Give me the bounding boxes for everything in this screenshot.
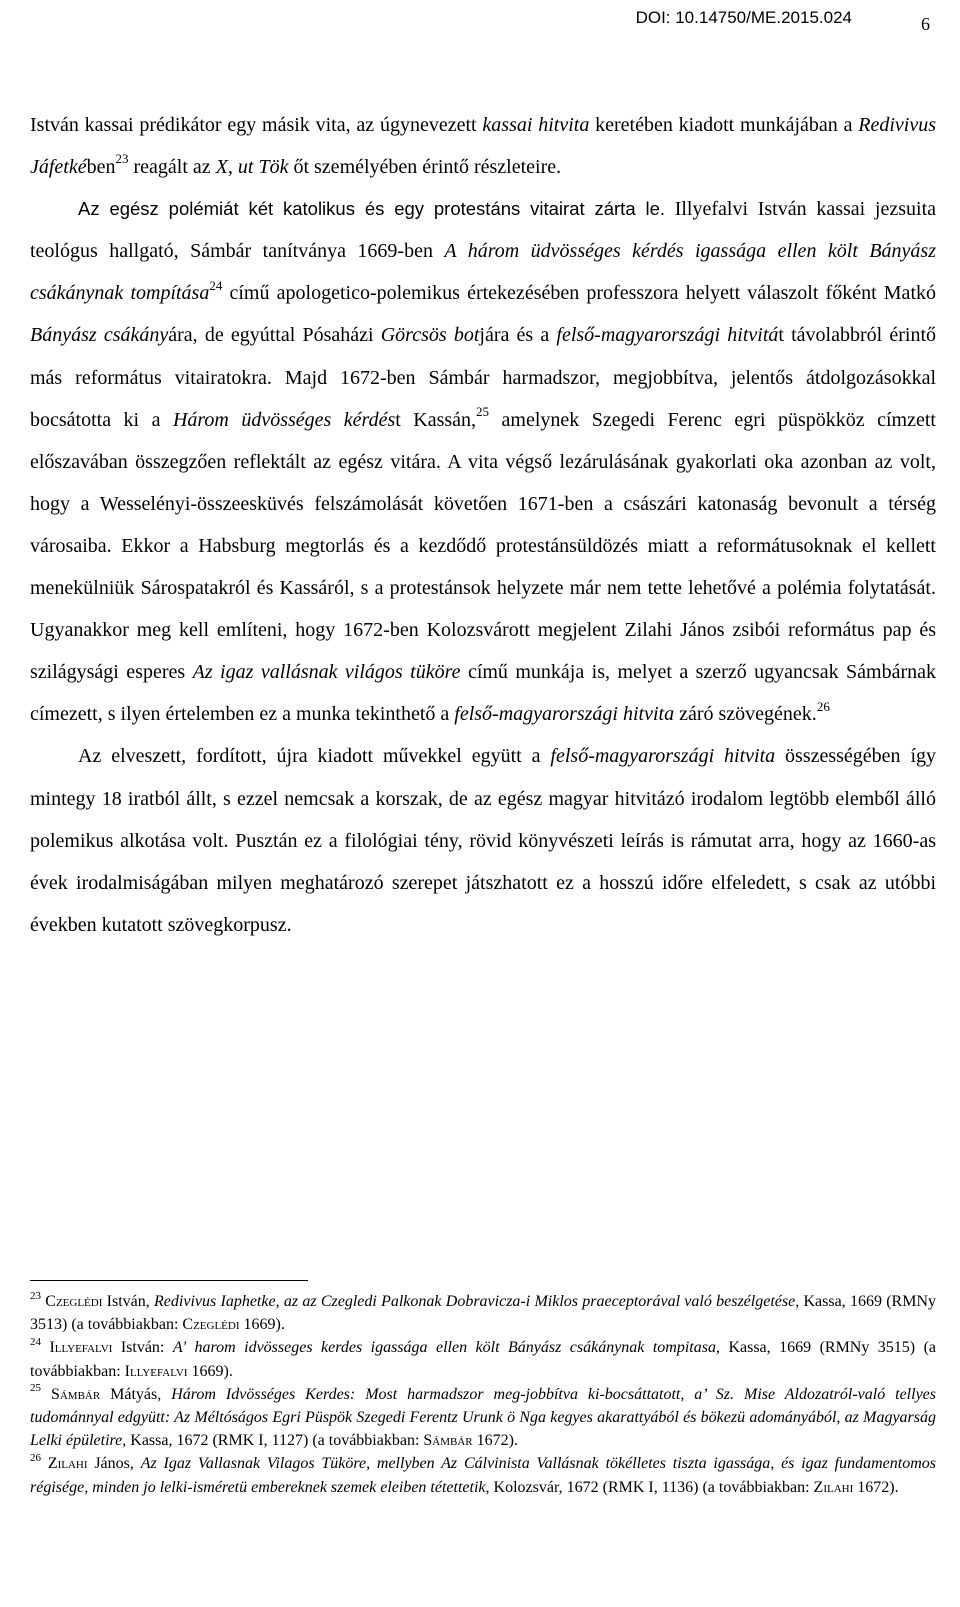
- sans-sentence: Az egész polémiát két katolikus és egy protestáns vitairat zárta le.: [78, 198, 665, 220]
- italic-title: Görcsös bot: [380, 324, 480, 347]
- text-run: , Kassa, 1669 (RMNy 3513) (a továbbiakban:: [30, 1293, 936, 1334]
- text-run: , Kolozsvár, 1672 (RMK I, 1136) (a továbbiakban:: [485, 1478, 814, 1496]
- footnote-title: Az Igaz Vallasnak Vilagos Tüköre, mellyben Az Cálvinista Vallásnak tökélletes tiszta igassága, és igaz fundamentomos régisége, minden jo lelki-isméretü embereknek szemek eleiben tétettetik: [30, 1455, 936, 1496]
- text-run: őt személyében érintő részleteire.: [288, 156, 562, 179]
- text-run: ára, de egyúttal Pósaházi: [168, 324, 381, 347]
- footnote-abbr: Illyefalvi: [124, 1362, 188, 1380]
- text-run: keretében kiadott munkájában a: [589, 114, 859, 136]
- footnote-ref[interactable]: 24: [209, 277, 223, 293]
- italic-title: X, ut Tök: [215, 156, 289, 179]
- footnote-24: [30, 1336, 936, 1382]
- italic-title: felső-magyarországi hitvita: [550, 745, 776, 768]
- text-run: záró szövegének.: [674, 703, 817, 726]
- page-number: 6: [921, 14, 930, 34]
- doi-label: DOI: 10.14750/ME.2015.024: [635, 8, 852, 27]
- footnote-title: Redivivus Iaphetke, az az Czegledi Palkonak Dobravicza-i Miklos praeceptorával való beszélgetése: [154, 1293, 796, 1310]
- text-run: 1672).: [472, 1432, 518, 1450]
- text-run: amelynek Szegedi Ferenc egri püspökköz címzett előszavában összegzően reflektált az egész vitára. A vita végső lezárulásának gyakorlati oka azonban az volt, hogy a Wesselényi-összeesküvés felszámolását követően 1671-ben a császári katonaság bevonult a térség városaiba. Ekkor a Habsburg megtorlás és a kezdődő protestánsüldözés miatt a reformátusoknak el kellett menekülniük Sárospatakról és Kassáról, s a protestánsok helyzete már nem tette lehetővé a polémia folytatását. Ugyanakkor meg kell említeni, hogy 1672-ben Kolozsvárott megjelent Zilahi János zsibói református pap és szilágysági esperes: [30, 408, 936, 684]
- text-run: , Kassa, 1672 (RMK I, 1127) (a továbbiakban:: [122, 1432, 424, 1450]
- footnote-author: Czeglédi: [45, 1293, 103, 1310]
- italic-title: Redivivus Jáfetké: [30, 114, 936, 179]
- footnote-25: [30, 1383, 936, 1453]
- italic-title: felső-magyarországi hitvitá: [556, 324, 779, 347]
- text-run: 1672).: [853, 1478, 899, 1496]
- footnote-number: 23: [30, 1289, 41, 1302]
- footnote-abbr: Zilahi: [813, 1478, 854, 1496]
- text-run: Az elveszett, fordított, újra kiadott művekkel együtt a: [78, 745, 551, 768]
- paragraph-1: [30, 104, 936, 735]
- footnote-separator: [30, 1280, 308, 1281]
- text-run: t távolabbról érintő más református vitairatokra. Majd 1672-ben Sámbár harmadszor, megjobbítva, jelentős átdolgozásokkal bocsátotta ki a: [30, 324, 937, 431]
- text-run: János,: [87, 1455, 141, 1473]
- text-run: című munkája is, melyet a szerző ugyancsak Sámbárnak címezett, s ilyen értelemben ez a munka tekinthető a: [30, 661, 936, 726]
- footnote-number: 24: [30, 1336, 41, 1349]
- footnote-number: 25: [30, 1382, 41, 1395]
- paragraph-2: [30, 735, 936, 945]
- italic-title: Az igaz vallásnak világos tüköre: [192, 661, 461, 684]
- footnotes: [30, 1290, 936, 1499]
- text-run: 1669).: [239, 1316, 285, 1334]
- footnote-author: Illyefalvi: [49, 1339, 113, 1357]
- italic-title: Három üdvösséges kérdés: [172, 408, 396, 431]
- text-run: István:: [112, 1339, 173, 1357]
- text-run: 1669).: [187, 1362, 233, 1380]
- footnote-abbr: Sámbár: [423, 1432, 473, 1450]
- italic-title: kassai hitvita: [482, 114, 590, 136]
- text-run: , Kassa, 1669 (RMNy 3515) (a továbbiakban:: [30, 1339, 937, 1380]
- text-run: Mátyás,: [100, 1385, 172, 1403]
- footnote-title: A' harom idvösseges kerdes igassága ellen költ Bányász csákánynak tompitasa: [172, 1339, 716, 1357]
- footnote-author: Sámbár: [50, 1385, 101, 1403]
- text-run: t Kassán,: [395, 408, 477, 431]
- footnote-26: [30, 1452, 936, 1498]
- footnote-title: Három Idvösséges Kerdes: Most harmadszor meg-jobbítva ki-bocsáttatott, a’ Sz. Mise Aldozatról-való tellyes tudománnyal edgyütt: Az Méltóságos Egri Püspök Szegedi Ferentz Urunk ö Nga kegyes akarattyából és bökezü adományából, az Magyarság Lelki épületire: [30, 1385, 937, 1450]
- footnote-ref[interactable]: 26: [816, 698, 830, 714]
- italic-title: A három üdvösséges kérdés igassága ellen költ Bányász csákánynak tompítása: [30, 240, 936, 305]
- footnote-abbr: Czeglédi: [182, 1316, 240, 1334]
- text-run: Illyefalvi István kassai jezsuita teológus hallgató, Sámbár tanítványa 1669-ben: [30, 198, 937, 263]
- text-run: reagált az: [128, 156, 216, 179]
- text-run: István,: [102, 1293, 155, 1310]
- main-text: [30, 104, 936, 946]
- footnote-ref[interactable]: 23: [115, 151, 129, 167]
- italic-title: Bányász csákány: [30, 324, 169, 347]
- text-run: ben: [86, 156, 116, 179]
- text-run: című apologetico-polemikus értekezésében professzora helyett válaszolt főként Matkó: [222, 282, 936, 305]
- footnote-ref[interactable]: 25: [476, 404, 490, 419]
- running-header: [0, 4, 960, 34]
- text-run: összességében így mintegy 18 iratból állt, s ezzel nemcsak a korszak, de az egész magyar hitvitázó irodalom legtöbb elemből álló polemikus alkotása volt. Pusztán ez a filológiai tény, rövid könyvészeti leírás is rámutat arra, hogy az 1660-as évek irodalmiságában milyen meghatározó szerepet játszhatott ez a hosszú időre elfeledett, s csak az utóbbi években kutatott szövegkorpusz.: [30, 745, 937, 936]
- italic-title: felső-magyarországi hitvita: [454, 703, 675, 726]
- footnote-23: [30, 1290, 936, 1336]
- footnote-author: Zilahi: [47, 1455, 88, 1473]
- footnote-number: 26: [30, 1452, 41, 1465]
- text-run: jára és a: [479, 324, 557, 347]
- text-run: István kassai prédikátor egy másik vita, az úgynevezett: [30, 114, 483, 136]
